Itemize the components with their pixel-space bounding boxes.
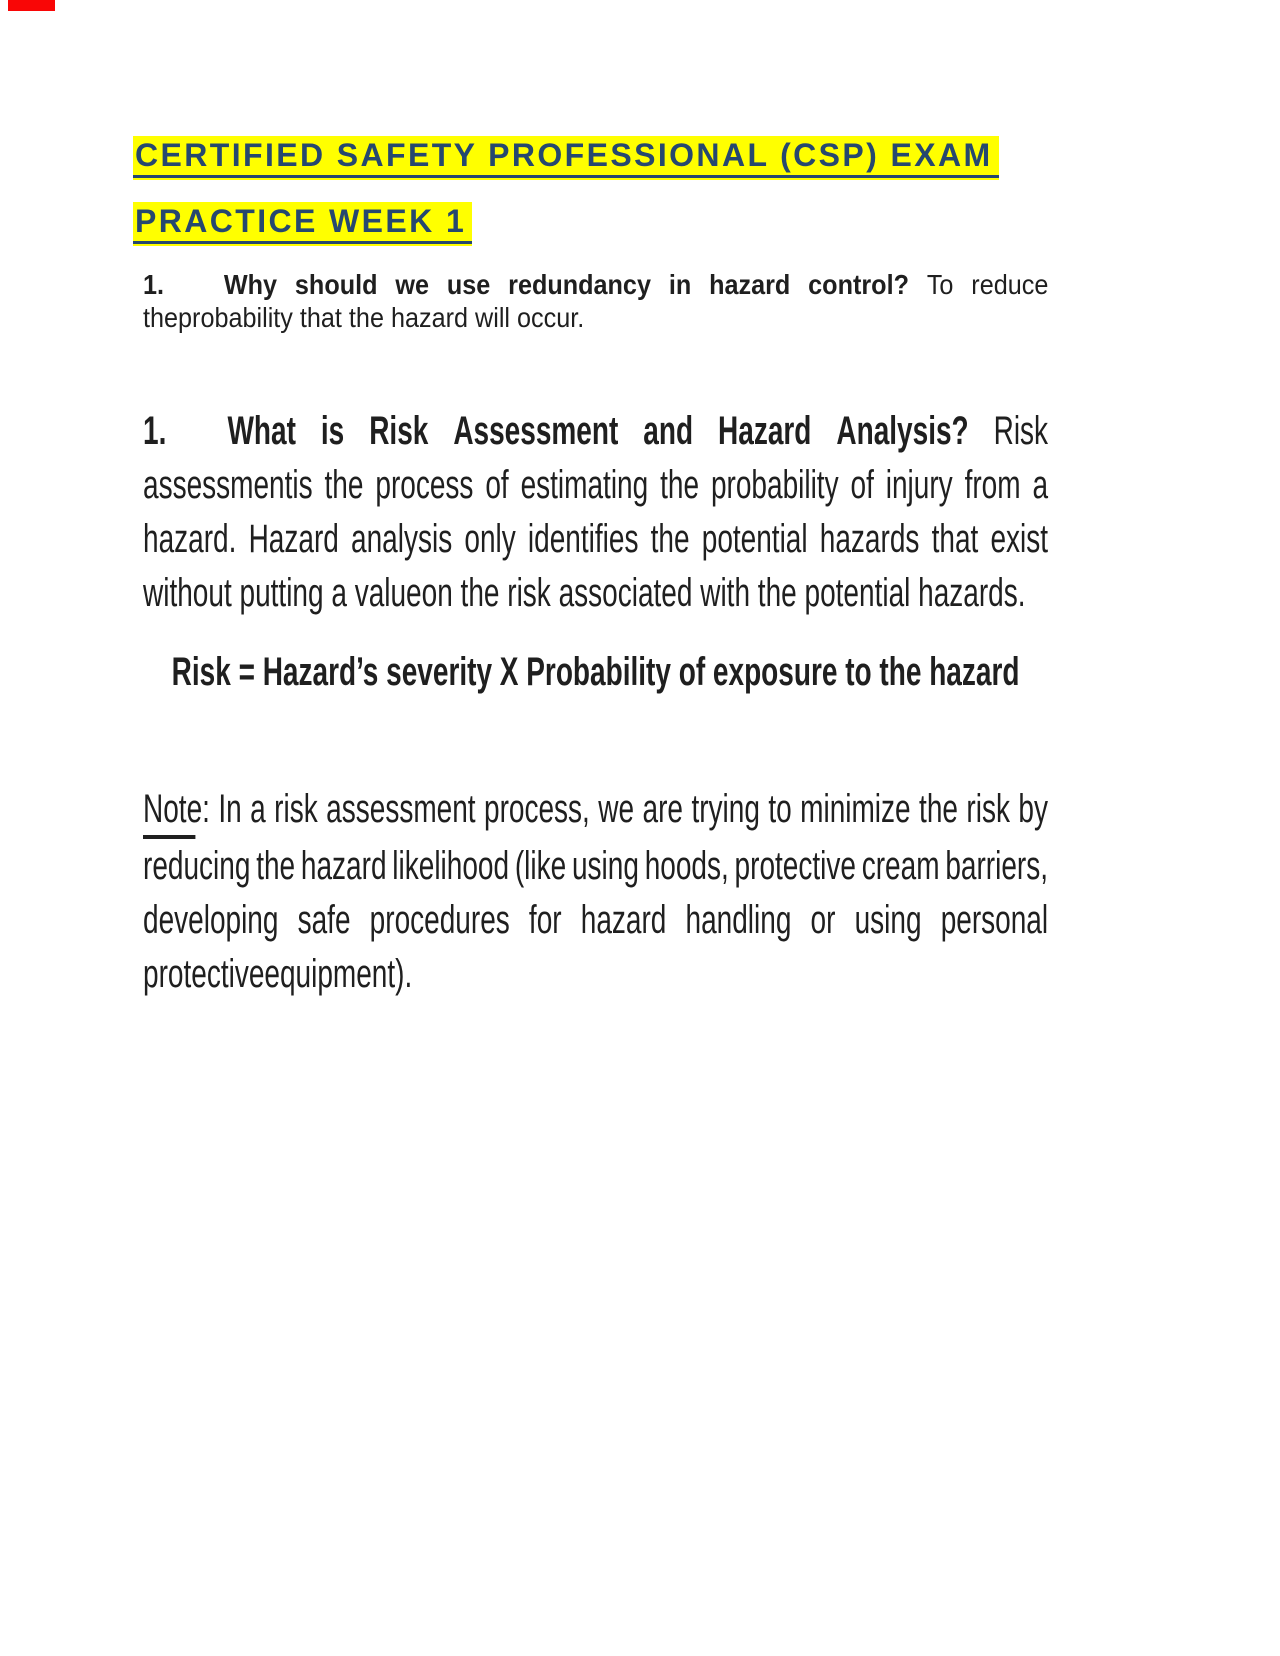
word: cream [861,844,940,888]
word: assessment [326,787,476,831]
word: hazards [819,517,920,561]
word: control? [808,269,909,300]
word: in [668,269,692,300]
word: hazard [709,269,791,300]
word: process [375,463,474,507]
word: using [854,898,922,942]
word: of [850,463,874,507]
red-marker [8,0,55,11]
word: for [528,898,562,942]
word: hazard [580,898,667,942]
word: a [250,787,266,831]
word: potential [701,517,808,561]
word: to [768,787,792,831]
paragraph-line [143,893,1048,947]
word: (like [514,844,567,888]
word: trying [691,787,760,831]
word: risk [966,787,1010,831]
risk-formula: Risk = Hazard’s severity X Probability of exposure to the hazard [171,650,1020,694]
word: Analysis? [836,409,969,453]
word: from [964,463,1021,507]
word: Risk [369,409,429,453]
word: Hazard [718,409,812,453]
highlighted-title-text: CERTIFIED SAFETY PROFESSIONAL (CSP) EXAM [133,136,999,178]
word: To [926,269,954,300]
word: a [1032,463,1049,507]
word: redundancy [508,269,651,300]
word: hazard. [143,517,237,561]
paragraph-line [143,782,1048,839]
word: procedures [369,898,510,942]
word: Note: [143,782,210,839]
highlighted-title-text: PRACTICE WEEK 1 [133,202,472,244]
word: barriers, [945,844,1049,888]
paragraph-line [143,512,1048,566]
word: Assessment [453,409,619,453]
word: the [660,463,700,507]
word: and [643,409,694,453]
question-risk-assessment-paragraph [143,404,1048,620]
question-redundancy-paragraph [143,268,1048,334]
word: process, [484,787,590,831]
word: risk [274,787,318,831]
word: minimize [800,787,911,831]
word: assessmentis [143,463,313,507]
document-title-line-2 [133,205,472,238]
word: use [446,269,491,300]
paragraph-line [143,839,1048,893]
word: 1. [143,269,165,300]
word: reducing [143,844,251,888]
paragraph-line [143,404,1048,458]
word: protective [734,844,856,888]
word: identifies [527,517,639,561]
paragraph-line: without putting a valueon the risk associated with the potential hazards. [143,571,1026,615]
word: the [919,787,958,831]
word: analysis [351,517,453,561]
word: Why [223,269,278,300]
word: 1. [143,409,167,453]
word: by [1018,787,1048,831]
document-title-line-1 [133,139,999,172]
note-paragraph [143,782,1048,1001]
word: should [294,269,378,300]
word: hoods, [644,844,729,888]
word: or [810,898,836,942]
word: Risk [993,409,1049,453]
word: are [642,787,683,831]
word: the [650,517,690,561]
word: only [464,517,516,561]
word: using [571,844,639,888]
word: Hazard [248,517,339,561]
paragraph-line [143,268,1048,301]
word: injury [885,463,953,507]
word: What [227,409,296,453]
word: safe [297,898,351,942]
word: hazard [300,844,387,888]
word: exist [990,517,1049,561]
word: the [324,463,364,507]
word: personal [940,898,1049,942]
word: probability [710,463,839,507]
word: we [598,787,635,831]
word: estimating [520,463,649,507]
word: reduce [971,269,1049,300]
paragraph-line: protectiveequipment). [143,952,413,996]
word: of [485,463,509,507]
word: handling [685,898,792,942]
word: developing [143,898,279,942]
word: likelihood [392,844,510,888]
paragraph-line: theprobability that the hazard will occur. [143,302,585,333]
word: the [256,844,296,888]
word: that [931,517,979,561]
word: we [395,269,429,300]
word: In [218,787,242,831]
word: is [320,409,345,453]
paragraph-line [143,458,1048,512]
